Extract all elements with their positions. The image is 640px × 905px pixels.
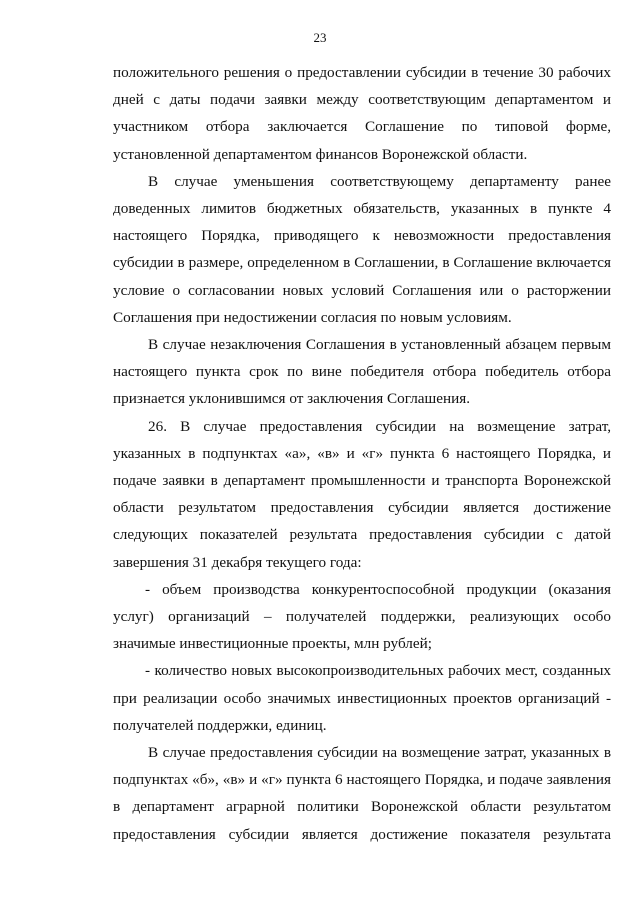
- list-item-production-volume: - объем производства конкурентоспособной продукции (оказания услуг) организаций – получателей поддержки, реализующих особо значимые инвестиционные проекты, млн рублей;: [113, 580, 611, 653]
- paragraph-agreement-evasion: В случае незаключения Соглашения в установленный абзацем первым настоящего пункта срок по вине победителя отбора победитель отбора признается уклонившимся от заключения Соглашения.: [113, 336, 611, 408]
- list-item-new-jobs: - количество новых высокопроизводительных рабочих мест, созданных при реализации особо значимых инвестиционных проектов организаций - получателей поддержки, единиц.: [113, 662, 611, 734]
- paragraph-limits-reduction: В случае уменьшения соответствующему департаменту ранее доведенных лимитов бюджетных обязательств, указанных в пункте 4 настоящего Порядка, приводящего к невозможности предоставления субсидии в размере, определенном в Соглашении, в Соглашение включается условие о согласовании новых условий Соглашения или о расторжении Соглашения при недостижении согласия по новым условиям.: [113, 172, 611, 326]
- paragraph-agreement-conclusion: положительного решения о предоставлении субсидии в течение 30 рабочих дней с даты подачи заявки между соответствующим департаментом и участником отбора заключается Соглашение по типовой форме, установленной департаментом финансов Воронежской области.: [113, 64, 611, 163]
- paragraph-clause-26: 26. В случае предоставления субсидии на возмещение затрат, указанных в подпунктах «а», «в» и «г» пункта 6 настоящего Порядка, и подаче заявки в департамент промышленности и транспорта Воронежской области результатом предоставления субсидии является достижение следующих показателей результата предоставления субсидии с датой завершения 31 декабря текущего года:: [113, 417, 611, 571]
- page-number: 23: [313, 30, 327, 45]
- document-body: [113, 59, 611, 848]
- paragraph-agrarian-department: В случае предоставления субсидии на возмещение затрат, указанных в подпунктах «б», «в» и «г» пункта 6 настоящего Порядка, и подаче заявления в департамент аграрной политики Воронежской области результатом предоставления субсидии является достижение показателя результата: [113, 744, 611, 843]
